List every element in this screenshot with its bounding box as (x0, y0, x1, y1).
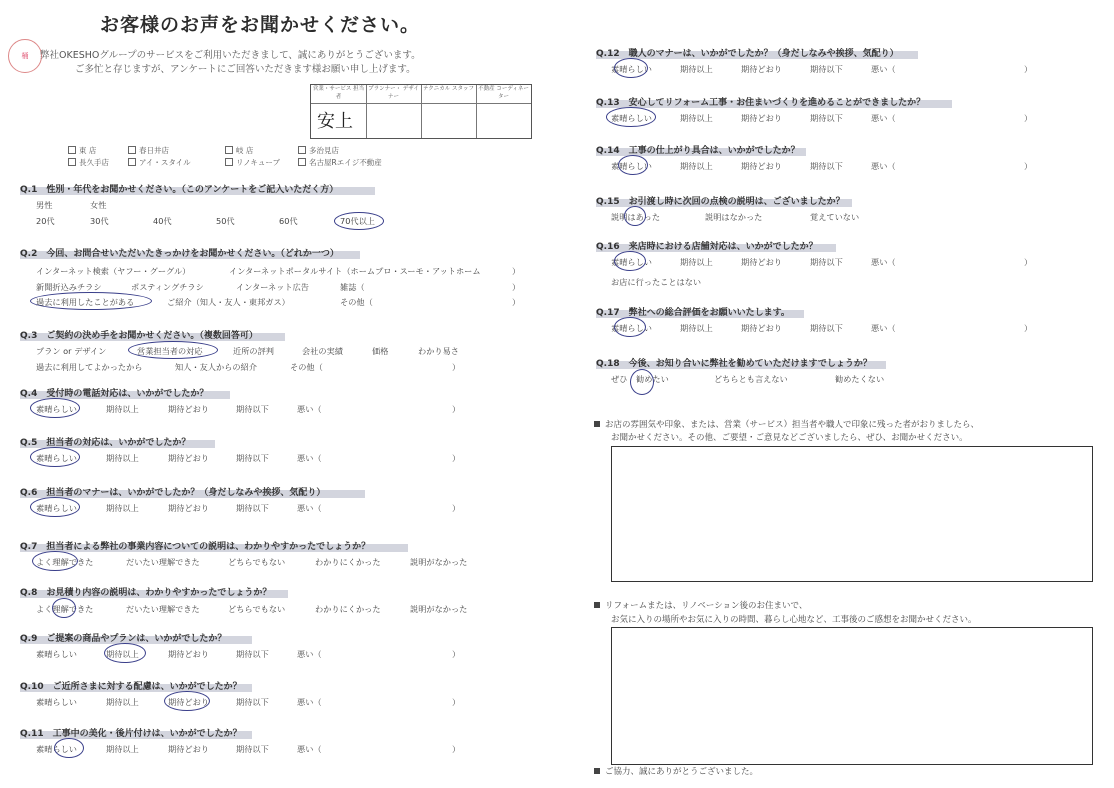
q14-label: Q.14 工事の仕上がり具合は、いかがでしたか？ (596, 146, 800, 156)
checkbox-icon (225, 158, 233, 166)
q11-excellent[interactable]: 素晴らしい (36, 744, 77, 754)
company-seal-icon: 桶 (8, 39, 42, 73)
store-tobu[interactable]: 東 店 (68, 145, 96, 156)
q7-none[interactable]: 説明がなかった (410, 557, 468, 567)
checkbox-icon (225, 146, 233, 154)
q4-excellent[interactable]: 素晴らしい (36, 404, 77, 414)
q16-below[interactable]: 期待以下 (810, 257, 843, 267)
staff-header-sales: 営業・サービス 担当者 (311, 85, 366, 104)
q2-posting[interactable]: ポスティングチラシ (131, 282, 204, 292)
intro-line-2: ご多忙と存じますが、アンケートにご回答いただきます様お願い申し上げます。 (75, 64, 416, 75)
q17-poor[interactable]: 悪い（ (871, 323, 896, 333)
circle-mark-icon (618, 155, 648, 175)
q13-below[interactable]: 期待以下 (810, 113, 843, 123)
q13-excellent[interactable]: 素晴らしい (611, 113, 652, 123)
q3-other[interactable]: その他（ (290, 362, 323, 372)
store-nagakute[interactable]: 長久手店 (68, 157, 109, 168)
staff-table (310, 84, 532, 139)
staff-header-planner: プランナー・ デザイナー (366, 85, 421, 104)
q11-label: Q.11 工事中の美化・後片付けは、いかがでしたか？ (20, 729, 242, 739)
store-nagoya-r[interactable]: 名古屋Rエイジ不動産 (298, 157, 382, 168)
q8-unclear[interactable]: わかりにくかった (315, 604, 381, 614)
q5-as-expected[interactable]: 期待どおり (168, 453, 209, 463)
q17-excellent[interactable]: 素晴らしい (611, 323, 652, 333)
bullet-icon (594, 602, 600, 608)
circle-mark-icon (104, 643, 146, 663)
q1-label: Q.1 性別・年代をお聞かせください。（このアンケートをご記入いただく方） (20, 185, 339, 195)
q9-as-expected[interactable]: 期待どおり (168, 649, 209, 659)
q16-above[interactable]: 期待以上 (680, 257, 713, 267)
checkbox-icon (68, 158, 76, 166)
q1-age-60[interactable]: 60代 (279, 216, 298, 226)
thanks-message: ご協力、誠にありがとうございました。 (594, 765, 758, 777)
q3-plan-design[interactable]: プラン or デザイン (36, 346, 107, 356)
q2-web-search[interactable]: インターネット検索（ヤフー・グーグル） (36, 266, 191, 276)
q8-neutral[interactable]: どちらでもない (228, 604, 286, 614)
staff-header-technical: テクニカル スタッフ (421, 85, 476, 104)
q2-web-ad[interactable]: インターネット広告 (236, 282, 309, 292)
circle-mark-icon (614, 251, 646, 271)
q1-age-70plus[interactable]: 70代以上 (340, 216, 375, 226)
q13-above[interactable]: 期待以上 (680, 113, 713, 123)
circle-mark-icon (32, 551, 78, 571)
bullet-icon (594, 768, 600, 774)
q10-excellent[interactable]: 素晴らしい (36, 697, 77, 707)
q15-not-explained[interactable]: 説明はなかった (705, 212, 763, 222)
q12-below[interactable]: 期待以下 (810, 64, 843, 74)
q2-past-use[interactable]: 過去に利用したことがある (36, 297, 135, 307)
q9-excellent[interactable]: 素晴らしい (36, 649, 77, 659)
q9-below[interactable]: 期待以下 (236, 649, 269, 659)
checkbox-icon (298, 146, 306, 154)
q3-sales-staff[interactable]: 営業担当者の対応 (137, 346, 203, 356)
q17-label: Q.17 弊社への総合評価をお願いいたします。 (596, 308, 790, 318)
q18-recommend[interactable]: 勧めたい (636, 374, 669, 384)
checkbox-icon (68, 146, 76, 154)
q1-age-30[interactable]: 30代 (90, 216, 109, 226)
circle-mark-icon (606, 107, 656, 127)
q5-label: Q.5 担当者の対応は、いかがでしたか？ (20, 438, 191, 448)
store-tajimi[interactable]: 多治見店 (298, 145, 339, 156)
q13-label: Q.13 安心してリフォーム工事・お住まいづくりを進めることができましたか？ (596, 98, 926, 108)
q8-mostly[interactable]: だいたい理解できた (126, 604, 200, 614)
q7-unclear[interactable]: わかりにくかった (315, 557, 381, 567)
staff-header-realestate: 不動産 コーディネーター (476, 85, 531, 104)
q14-below[interactable]: 期待以下 (810, 161, 843, 171)
q10-below[interactable]: 期待以下 (236, 697, 269, 707)
q3-clarity[interactable]: わかり易さ (418, 346, 459, 356)
circle-mark-icon (334, 212, 384, 230)
q7-neutral[interactable]: どちらでもない (228, 557, 286, 567)
comment-2-box[interactable] (611, 627, 1093, 765)
q2-portal[interactable]: インターネットポータルサイト（ホームプロ・スーモ・アットホーム (229, 266, 481, 276)
comment-2-prompt-line-2: お気に入りの場所やお気に入りの時間、暮らし心地など、工事後のご感想をお聞かせください。 (611, 615, 977, 625)
q1-age-40[interactable]: 40代 (153, 216, 172, 226)
q14-above[interactable]: 期待以上 (680, 161, 713, 171)
q9-poor[interactable]: 悪い（ (297, 649, 322, 659)
circle-mark-icon (128, 341, 218, 359)
q16-as-expected[interactable]: 期待どおり (741, 257, 782, 267)
q4-as-expected[interactable]: 期待どおり (168, 404, 209, 414)
q6-label: Q.6 担当者のマナーは、いかがでしたか？（身だしなみや挨拶、気配り） (20, 488, 326, 498)
q3-friend-referral[interactable]: 知人・友人からの紹介 (175, 362, 257, 372)
q18-neutral[interactable]: どちらとも言えない (714, 374, 788, 384)
circle-mark-icon (52, 598, 76, 618)
q18-not-recommend[interactable]: 勧めたくない (835, 374, 885, 384)
q1-age-20[interactable]: 20代 (36, 216, 55, 226)
circle-mark-icon (30, 497, 80, 517)
q4-poor[interactable]: 悪い（ (297, 404, 322, 414)
store-gifu[interactable]: 岐 店 (225, 145, 253, 156)
q17-as-expected[interactable]: 期待どおり (741, 323, 782, 333)
q4-above[interactable]: 期待以上 (106, 404, 139, 414)
q9-above[interactable]: 期待以上 (106, 649, 139, 659)
q12-as-expected[interactable]: 期待どおり (741, 64, 782, 74)
q6-above[interactable]: 期待以上 (106, 503, 139, 513)
staff-name[interactable]: 安上 (317, 111, 353, 132)
comment-1-prompt-line-2: お聞かせください。その他、ご要望・ご意見などございましたら、ぜひ、お聞かせください。 (611, 433, 968, 443)
q11-poor[interactable]: 悪い（ (297, 744, 322, 754)
circle-mark-icon (54, 738, 84, 758)
circle-mark-icon (624, 206, 646, 226)
q4-below[interactable]: 期待以下 (236, 404, 269, 414)
q2-flyer[interactable]: 新聞折込みチラシ (36, 282, 102, 292)
q15-dont-remember[interactable]: 覚えていない (810, 212, 860, 222)
q1-female[interactable]: 女性 (90, 200, 107, 210)
comment-1-prompt-line-1: お店の雰囲気や印象、または、営業（サービス）担当者や職人で印象に残った者がおりましたら、 (594, 418, 979, 430)
q3-reputation[interactable]: 近所の評判 (233, 346, 274, 356)
q17-below[interactable]: 期待以下 (810, 323, 843, 333)
circle-mark-icon (30, 447, 80, 467)
circle-mark-icon (614, 317, 646, 337)
q14-poor[interactable]: 悪い（ (871, 161, 896, 171)
q17-above[interactable]: 期待以上 (680, 323, 713, 333)
q10-label: Q.10 ご近所さまに対する配慮は、いかがでしたか？ (20, 682, 242, 692)
q3-price[interactable]: 価格 (372, 346, 389, 356)
intro-line-1: 弊社OKESHOグループのサービスをご利用いただきまして、誠にありがとうございます。 (40, 50, 421, 61)
q8-label: Q.8 お見積り内容の説明は、わかりやすかったでしょうか？ (20, 588, 272, 598)
circle-mark-icon (614, 58, 648, 78)
q7-mostly[interactable]: だいたい理解できた (126, 557, 200, 567)
q15-explained[interactable]: 説明はあった (611, 212, 661, 222)
q1-male[interactable]: 男性 (36, 200, 53, 210)
q5-excellent[interactable]: 素晴らしい (36, 453, 77, 463)
q10-as-expected[interactable]: 期待どおり (168, 697, 209, 707)
q9-label: Q.9 ご提案の商品やプランは、いかがでしたか？ (20, 634, 227, 644)
store-renocube[interactable]: リノキューブ (225, 157, 280, 168)
q8-none[interactable]: 説明がなかった (410, 604, 468, 614)
q3-past-good[interactable]: 過去に利用してよかったから (36, 362, 143, 372)
q3-label: Q.3 ご契約の決め手をお聞かせください。（複数回答可） (20, 331, 258, 341)
q16-excellent[interactable]: 素晴らしい (611, 257, 652, 267)
q16-label: Q.16 来店時における店舗対応は、いかがでしたか？ (596, 242, 818, 252)
checkbox-icon (128, 146, 136, 154)
q8-understood-well[interactable]: よく理解できた (36, 604, 94, 614)
q18-definitely[interactable]: ぜひ (611, 374, 628, 384)
q12-above[interactable]: 期待以上 (680, 64, 713, 74)
bullet-icon (594, 421, 600, 427)
q14-as-expected[interactable]: 期待どおり (741, 161, 782, 171)
q2-referral[interactable]: ご紹介（知人・友人・東邦ガス） (167, 297, 290, 307)
q6-as-expected[interactable]: 期待どおり (168, 503, 209, 513)
q16-never-visited[interactable]: お店に行ったことはない (611, 277, 702, 287)
checkbox-icon (298, 158, 306, 166)
store-istyle[interactable]: アイ・スタイル (128, 157, 191, 168)
circle-mark-icon (164, 691, 210, 711)
q13-poor[interactable]: 悪い（ (871, 113, 896, 123)
circle-mark-icon (30, 398, 80, 418)
survey-title: お客様のお声をお聞かせください。 (100, 14, 421, 36)
q11-below[interactable]: 期待以下 (236, 744, 269, 754)
q5-poor[interactable]: 悪い（ (297, 453, 322, 463)
q1-age-50[interactable]: 50代 (216, 216, 235, 226)
q6-poor[interactable]: 悪い（ (297, 503, 322, 513)
q5-below[interactable]: 期待以下 (236, 453, 269, 463)
q7-understood-well[interactable]: よく理解できた (36, 557, 94, 567)
q10-above[interactable]: 期待以上 (106, 697, 139, 707)
q15-label: Q.15 お引渡し時に次回の点検の説明は、ございましたか？ (596, 197, 845, 207)
q6-below[interactable]: 期待以下 (236, 503, 269, 513)
q12-poor[interactable]: 悪い（ (871, 64, 896, 74)
q2-other[interactable]: その他（ (340, 297, 373, 307)
q18-label: Q.18 今後、お知り合いに弊社を勧めていただけますでしょうか？ (596, 359, 872, 369)
comment-1-box[interactable] (611, 446, 1093, 582)
q12-excellent[interactable]: 素晴らしい (611, 64, 652, 74)
q7-label: Q.7 担当者による弊社の事業内容についての説明は、わかりやすかったでしょうか？ (20, 542, 371, 552)
q16-poor[interactable]: 悪い（ (871, 257, 896, 267)
q13-as-expected[interactable]: 期待どおり (741, 113, 782, 123)
q12-label: Q.12 職人のマナーは、いかがでしたか？（身だしなみや挨拶、気配り） (596, 49, 899, 59)
q14-excellent[interactable]: 素晴らしい (611, 161, 652, 171)
q2-magazine[interactable]: 雑誌（ (340, 282, 365, 292)
q3-track-record[interactable]: 会社の実績 (302, 346, 343, 356)
q5-above[interactable]: 期待以上 (106, 453, 139, 463)
q2-label: Q.2 今回、お問合せいただいたきっかけをお聞かせください。（どれか一つ） (20, 249, 339, 259)
q11-as-expected[interactable]: 期待どおり (168, 744, 209, 754)
q10-poor[interactable]: 悪い（ (297, 697, 322, 707)
store-kasugai[interactable]: 春日井店 (128, 145, 169, 156)
checkbox-icon (128, 158, 136, 166)
q6-excellent[interactable]: 素晴らしい (36, 503, 77, 513)
q4-label: Q.4 受付時の電話対応は、いかがでしたか？ (20, 389, 209, 399)
comment-2-prompt-line-1: リフォームまたは、リノベーション後のお住まいで、 (594, 599, 807, 611)
circle-mark-icon (630, 369, 654, 395)
circle-mark-icon (30, 292, 152, 310)
q11-above[interactable]: 期待以上 (106, 744, 139, 754)
